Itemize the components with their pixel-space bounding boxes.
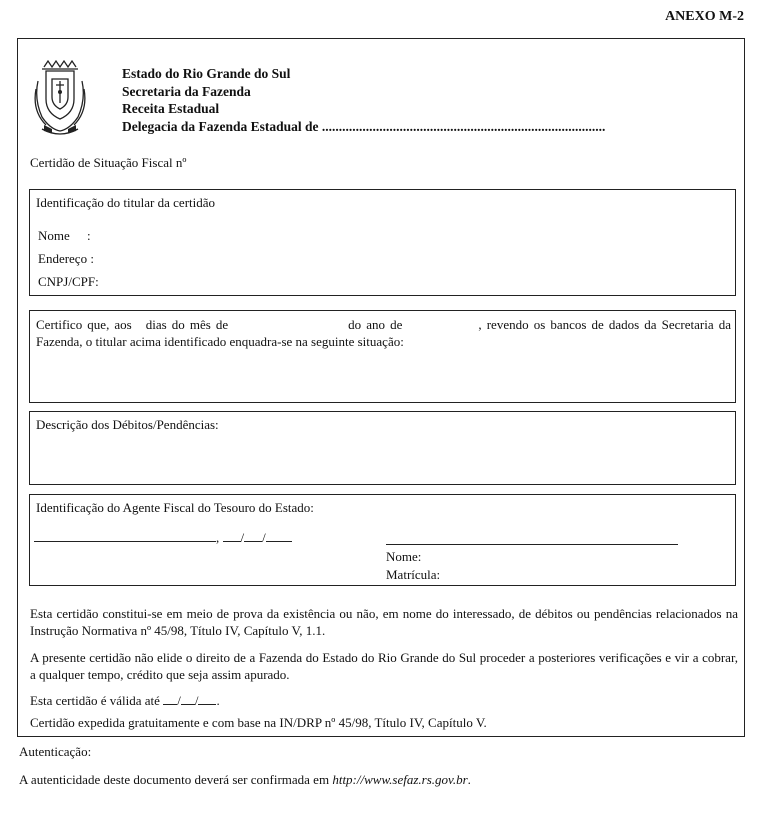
certification-statement-section (29, 310, 736, 403)
holder-identification-section (29, 189, 736, 296)
debts-description-section (29, 411, 736, 485)
secretariat-name: Secretaria da Fazenda (122, 83, 251, 99)
holder-tax-id-label: CNPJ/CPF: (38, 274, 99, 289)
fiscal-agent-section (29, 494, 736, 586)
valid-year-blank (198, 692, 216, 705)
valid-month-blank (181, 692, 195, 705)
holder-name-field (38, 228, 91, 244)
note-validity: Esta certidão é válida até / / . (30, 693, 220, 708)
day-blank (223, 529, 241, 542)
issuer-block (122, 65, 605, 135)
annex-label: ANEXO M-2 (665, 9, 744, 24)
authentication-title: Autenticação: (19, 744, 92, 759)
holder-address-label: Endereço : (38, 251, 94, 266)
note-proof-of-status: Esta certidão constitui-se em meio de prova da existência ou não, em nome do interessado, de débitos ou pendências relacionados na Instrução Normativa nº 45/98, Título IV, Capítulo V, 1.1. (30, 606, 738, 638)
agent-registration-label: Matrícula: (386, 567, 441, 582)
note-right-reserved: A presente certidão não elide o direito de a Fazenda do Estado do Rio Grande do Sul proceder a posteriores verificações e vir a cobrar, a qualquer tempo, crédito que seja assim apurado. (30, 650, 738, 682)
signature-line (386, 544, 678, 545)
holder-name-colon: : (87, 228, 91, 243)
certification-statement: Certifico que, aos dias do mês de do ano de , revendo os bancos de dados da Secretaria da Fazenda, o titular acima identificado enquadra-se na seguinte situação: (36, 317, 731, 349)
holder-name-label: Nome (38, 228, 70, 243)
debts-description-label: Descrição dos Débitos/Pendências: (36, 417, 219, 432)
certificate-number-label: Certidão de Situação Fiscal nº (30, 155, 187, 170)
state-coat-of-arms-icon (32, 59, 88, 139)
delegation-line: Delegacia da Fazenda Estadual de .................................................................................... (122, 118, 606, 134)
holder-section-title: Identificação do titular da certidão (36, 195, 216, 210)
place-blank (34, 529, 216, 542)
authentication-text: A autenticidade deste documento deverá ser confirmada em http://www.sefaz.rs.gov.br. (19, 772, 471, 787)
month-blank (244, 529, 262, 542)
certificate-frame (17, 38, 745, 737)
place-date-line: , / / (34, 529, 292, 546)
authentication-url[interactable]: http://www.sefaz.rs.gov.br (332, 772, 468, 787)
state-name: Estado do Rio Grande do Sul (122, 66, 291, 81)
valid-day-blank (163, 692, 177, 705)
revenue-name: Receita Estadual (122, 101, 220, 116)
agent-name-label: Nome: (386, 549, 422, 564)
fiscal-agent-title: Identificação do Agente Fiscal do Tesouro do Estado: (36, 500, 314, 515)
note-free-issuance: Certidão expedida gratuitamente e com base na IN/DRP nº 45/98, Título IV, Capítulo V. (30, 715, 487, 730)
year-blank (266, 529, 292, 542)
